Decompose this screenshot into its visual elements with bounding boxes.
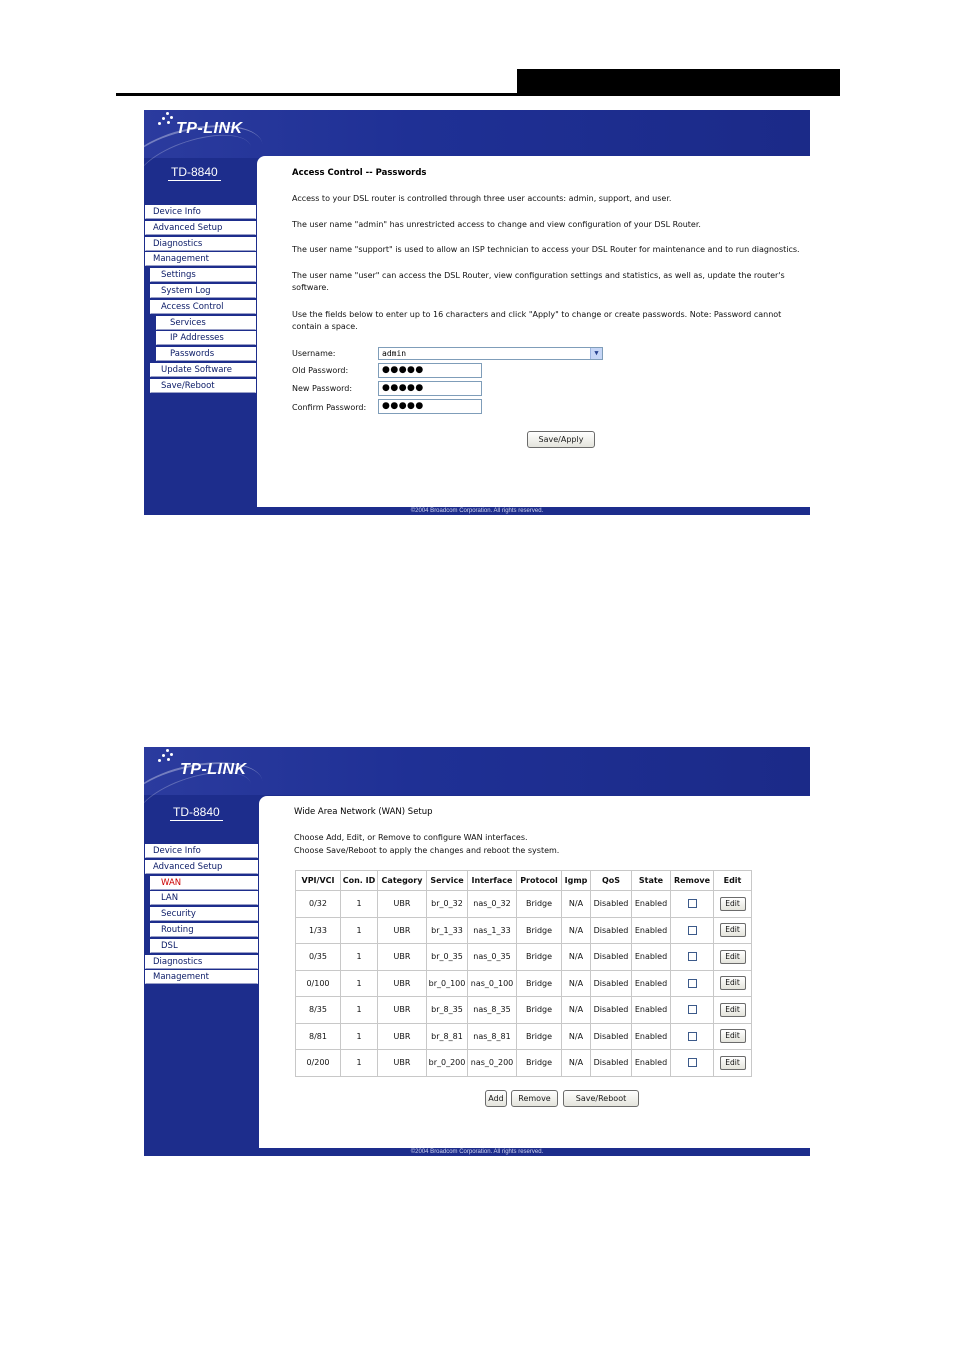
sidebar-item-device-info[interactable]: Device Info: [145, 844, 258, 858]
add-button[interactable]: Add: [485, 1090, 507, 1107]
remove-cell: [671, 997, 713, 1023]
column-header: Edit: [714, 871, 751, 890]
remove-cell: [671, 918, 713, 944]
table-cell: Enabled: [632, 997, 670, 1023]
table-cell: 1/33: [296, 918, 340, 944]
table-cell: Enabled: [632, 971, 670, 997]
table-cell: br_0_35: [427, 944, 467, 970]
sidebar-item-passwords[interactable]: Passwords: [156, 347, 256, 361]
remove-checkbox[interactable]: [688, 899, 697, 908]
column-header: VPI/VCI: [296, 871, 340, 890]
table-row: [296, 1024, 751, 1050]
edit-cell: [714, 918, 751, 944]
table-cell: 8/81: [296, 1024, 340, 1050]
column-header: State: [632, 871, 670, 890]
table-row: [296, 944, 751, 970]
edit-button[interactable]: Edit: [720, 1056, 746, 1070]
table-cell: 1: [341, 918, 377, 944]
table-cell: nas_1_33: [468, 918, 516, 944]
edit-cell: [714, 1024, 751, 1050]
logo-dots-icon: [152, 747, 176, 767]
edit-cell: [714, 997, 751, 1023]
table-cell: 0/35: [296, 944, 340, 970]
table-cell: br_0_32: [427, 891, 467, 917]
column-header: Igmp: [562, 871, 590, 890]
sidebar-item-wan[interactable]: WAN: [150, 876, 258, 890]
copyright-footer: ©2004 Broadcom Corporation. All rights reserved.: [410, 1149, 544, 1155]
table-row: [296, 918, 751, 944]
table-cell: UBR: [378, 1024, 426, 1050]
paragraph-instructions: Use the fields below to enter up to 16 characters and click "Apply" to change or create passwords. Note: Password cannot contain a space.: [292, 310, 782, 331]
table-cell: 0/100: [296, 971, 340, 997]
table-cell: N/A: [562, 944, 590, 970]
save-apply-button[interactable]: Save/Apply: [527, 431, 595, 448]
table-cell: Bridge: [517, 918, 561, 944]
header-band: [517, 69, 840, 94]
column-header: Interface: [468, 871, 516, 890]
table-cell: br_1_33: [427, 918, 467, 944]
sidebar-item-routing[interactable]: Routing: [150, 923, 258, 937]
remove-cell: [671, 891, 713, 917]
sidebar-item-system-log[interactable]: System Log: [150, 284, 256, 298]
table-row: [296, 1050, 751, 1076]
brand-logo: TP-LINK: [176, 120, 243, 137]
sidebar-item-lan[interactable]: LAN: [150, 891, 258, 905]
remove-checkbox[interactable]: [688, 1032, 697, 1041]
table-cell: 8/35: [296, 997, 340, 1023]
table-cell: 1: [341, 891, 377, 917]
table-cell: Enabled: [632, 1024, 670, 1050]
remove-checkbox[interactable]: [688, 1005, 697, 1014]
table-cell: 1: [341, 944, 377, 970]
table-cell: 1: [341, 1050, 377, 1076]
edit-button[interactable]: Edit: [720, 897, 746, 911]
table-cell: 0/32: [296, 891, 340, 917]
table-cell: Disabled: [591, 997, 631, 1023]
table-cell: N/A: [562, 997, 590, 1023]
header-rule: [116, 93, 840, 96]
table-cell: br_8_81: [427, 1024, 467, 1050]
table-cell: UBR: [378, 1050, 426, 1076]
table-cell: N/A: [562, 891, 590, 917]
sidebar-item-management[interactable]: Management: [145, 970, 258, 984]
paragraph-accounts: Access to your DSL router is controlled through three user accounts: admin, support, and user.: [292, 194, 672, 203]
remove-cell: [671, 971, 713, 997]
table-cell: br_0_200: [427, 1050, 467, 1076]
table-cell: 0/200: [296, 1050, 340, 1076]
column-header: Con. ID: [341, 871, 377, 890]
table-cell: UBR: [378, 891, 426, 917]
table-cell: Bridge: [517, 997, 561, 1023]
sidebar-item-services[interactable]: Services: [156, 316, 256, 330]
table-cell: br_8_35: [427, 997, 467, 1023]
table-row: [296, 971, 751, 997]
table-cell: UBR: [378, 944, 426, 970]
table-cell: nas_0_200: [468, 1050, 516, 1076]
remove-checkbox[interactable]: [688, 979, 697, 988]
sidebar-item-advanced-setup[interactable]: Advanced Setup: [145, 860, 258, 874]
sidebar-item-advanced-setup[interactable]: Advanced Setup: [145, 221, 256, 235]
table-cell: Enabled: [632, 1050, 670, 1076]
edit-cell: [714, 971, 751, 997]
column-header: Remove: [671, 871, 713, 890]
remove-checkbox[interactable]: [688, 952, 697, 961]
column-header: Protocol: [517, 871, 561, 890]
table-cell: nas_0_35: [468, 944, 516, 970]
sidebar-nav: [144, 844, 258, 986]
table-cell: Enabled: [632, 891, 670, 917]
sidebar-item-security[interactable]: Security: [150, 907, 258, 921]
table-cell: 1: [341, 1024, 377, 1050]
edit-button[interactable]: Edit: [720, 976, 746, 990]
page-title: Access Control -- Passwords: [292, 168, 427, 178]
model-name: TD-8840: [170, 805, 223, 821]
table-header-row: [296, 871, 751, 890]
edit-cell: [714, 1050, 751, 1076]
table-cell: UBR: [378, 971, 426, 997]
new-password-label: New Password:: [292, 384, 353, 393]
table-cell: Bridge: [517, 944, 561, 970]
paragraph-configure: Choose Add, Edit, or Remove to configure WAN interfaces.: [294, 833, 528, 842]
sidebar-item-device-info[interactable]: Device Info: [145, 205, 256, 219]
table-cell: nas_8_35: [468, 997, 516, 1023]
logo-dots-icon: [152, 110, 176, 130]
banner: [144, 747, 810, 795]
edit-button[interactable]: Edit: [720, 1003, 746, 1017]
table-cell: Bridge: [517, 971, 561, 997]
table-cell: Bridge: [517, 891, 561, 917]
copyright-footer: ©2004 Broadcom Corporation. All rights reserved.: [410, 508, 544, 514]
paragraph-admin: The user name "admin" has unrestricted access to change and view configuration of your DSL Router.: [292, 220, 701, 229]
table-cell: Disabled: [591, 891, 631, 917]
table-row: [296, 997, 751, 1023]
table-cell: Disabled: [591, 971, 631, 997]
table-cell: nas_8_81: [468, 1024, 516, 1050]
edit-button[interactable]: Edit: [720, 923, 746, 937]
new-password-input[interactable]: ●●●●●: [378, 381, 482, 396]
edit-cell: [714, 891, 751, 917]
username-value: admin: [382, 349, 407, 358]
table-cell: N/A: [562, 918, 590, 944]
table-cell: Disabled: [591, 918, 631, 944]
table-cell: N/A: [562, 1050, 590, 1076]
sidebar-item-diagnostics[interactable]: Diagnostics: [145, 237, 256, 251]
sidebar-item-settings[interactable]: Settings: [150, 268, 256, 282]
table-cell: UBR: [378, 997, 426, 1023]
table-cell: Disabled: [591, 944, 631, 970]
column-header: Service: [427, 871, 467, 890]
table-cell: Bridge: [517, 1050, 561, 1076]
sidebar-item-ip-addresses[interactable]: IP Addresses: [156, 331, 256, 345]
remove-cell: [671, 1050, 713, 1076]
paragraph-user: The user name "user" can access the DSL Router, view configuration settings and statistics, as well as, update the router's software.: [292, 271, 785, 292]
sidebar-item-diagnostics[interactable]: Diagnostics: [145, 955, 258, 969]
sidebar-item-update-software[interactable]: Update Software: [150, 363, 256, 377]
table-cell: Enabled: [632, 944, 670, 970]
table-cell: Enabled: [632, 918, 670, 944]
table-cell: Disabled: [591, 1024, 631, 1050]
table-cell: nas_0_32: [468, 891, 516, 917]
username-label: Username:: [292, 349, 336, 358]
sidebar-item-access-control[interactable]: Access Control: [150, 300, 256, 314]
table-cell: N/A: [562, 971, 590, 997]
old-password-label: Old Password:: [292, 366, 349, 375]
table-row: [296, 891, 751, 917]
confirm-password-input[interactable]: ●●●●●: [378, 399, 482, 414]
edit-button[interactable]: Edit: [720, 950, 746, 964]
edit-button[interactable]: Edit: [720, 1029, 746, 1043]
table-cell: N/A: [562, 1024, 590, 1050]
old-password-input[interactable]: ●●●●●: [378, 363, 482, 378]
table-cell: 1: [341, 997, 377, 1023]
remove-checkbox[interactable]: [688, 1058, 697, 1067]
column-header: Category: [378, 871, 426, 890]
remove-button[interactable]: Remove: [511, 1090, 558, 1107]
table-cell: Disabled: [591, 1050, 631, 1076]
username-select[interactable]: [378, 347, 603, 360]
paragraph-save-reboot: Choose Save/Reboot to apply the changes and reboot the system.: [294, 846, 560, 855]
table-cell: UBR: [378, 918, 426, 944]
table-cell: br_0_100: [427, 971, 467, 997]
edit-cell: [714, 944, 751, 970]
banner: [144, 110, 810, 158]
save-reboot-button[interactable]: Save/Reboot: [563, 1090, 639, 1107]
remove-cell: [671, 944, 713, 970]
table-cell: 1: [341, 971, 377, 997]
table-cell: nas_0_100: [468, 971, 516, 997]
wan-table: [295, 870, 752, 1077]
sidebar-item-dsl[interactable]: DSL: [150, 939, 258, 953]
column-header: QoS: [591, 871, 631, 890]
remove-cell: [671, 1024, 713, 1050]
sidebar-nav: [144, 205, 256, 395]
sidebar-item-save-reboot[interactable]: Save/Reboot: [150, 379, 256, 393]
chevron-down-icon[interactable]: ▼: [590, 348, 602, 359]
sidebar-item-management[interactable]: Management: [145, 252, 256, 266]
model-name: TD-8840: [168, 165, 221, 181]
table-cell: Bridge: [517, 1024, 561, 1050]
brand-logo: TP-LINK: [180, 761, 247, 778]
confirm-password-label: Confirm Password:: [292, 403, 367, 412]
page-title: Wide Area Network (WAN) Setup: [294, 807, 433, 817]
paragraph-support: The user name "support" is used to allow an ISP technician to access your DSL Router for maintenance and to run diagnostics.: [292, 245, 800, 254]
remove-checkbox[interactable]: [688, 926, 697, 935]
